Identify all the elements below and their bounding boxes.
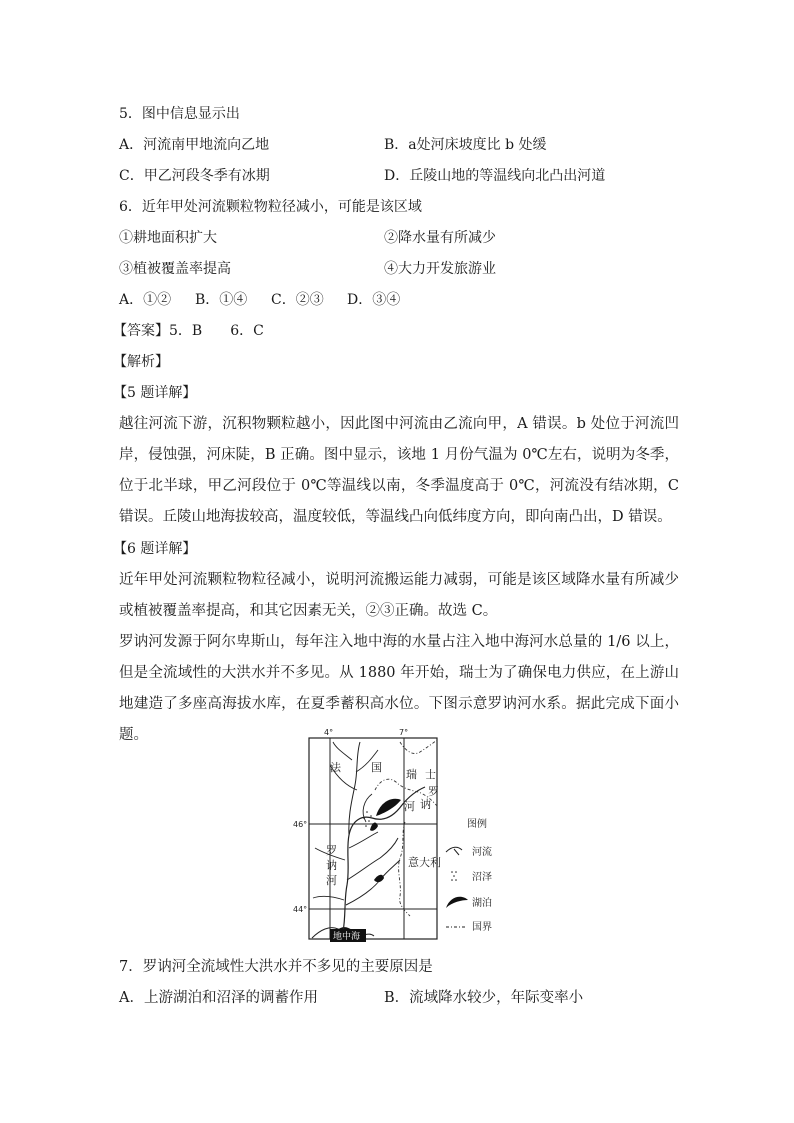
q5-option-b: B．a处河床坡度比 b 处缓	[384, 137, 547, 153]
detail-6-heading: 【6 题详解】	[113, 541, 197, 557]
label-france-2: 国	[371, 761, 382, 774]
analysis-heading: 【解析】	[113, 354, 169, 370]
tributary-east	[349, 832, 378, 848]
detail-5-heading: 【5 题详解】	[113, 385, 197, 401]
legend-lake-symbol	[446, 897, 468, 908]
label-rhone-main-1: 罗	[326, 844, 337, 857]
q6-statement-3: ③植被覆盖率提高	[119, 261, 231, 277]
q7-stem: 7．罗讷河全流域性大洪水并不多见的主要原因是	[119, 959, 433, 975]
q6-statement-2: ②降水量有所减少	[384, 230, 496, 246]
q6-option-c: C．②③	[271, 292, 324, 308]
q6-statement-4: ④大力开发旅游业	[384, 261, 496, 277]
q5-option-c: C．甲乙河段冬季有冰期	[119, 168, 270, 184]
q6-option-b: B．①④	[195, 292, 248, 308]
q7-option-a: A．上游湖泊和沼泽的调蓄作用	[119, 990, 318, 1006]
legend-border-label: 国界	[472, 922, 492, 933]
durance-river	[346, 860, 400, 905]
tributary-west-4	[313, 896, 344, 900]
lake-geneva	[376, 799, 401, 816]
border-france-swiss-north	[400, 740, 437, 754]
q7-option-b: B．流域降水较少，年际变率小	[384, 990, 584, 1006]
q5-stem: 5．图中信息显示出	[119, 106, 240, 122]
legend-river-symbol	[446, 847, 462, 855]
label-swiss-1: 瑞	[406, 768, 417, 781]
lat-bottom-label: 44°	[293, 905, 308, 914]
label-rhone-main-3: 河	[326, 874, 337, 887]
answer-line: 【答案】5．B 6．C	[113, 323, 264, 339]
intro-text: 罗讷河发源于阿尔卑斯山，每年注入地中海的水量占注入地中海河水总量的 1/6 以上，但是全流域性的大洪水并不多见。从 1880 年开始，瑞士为了确保电力供应，在上游山地建造了多座高海拔水库，在夏季蓄积高水位。下图示意罗讷河水系。据此完成下面小题。	[119, 634, 679, 743]
legend-title: 图例	[467, 819, 487, 830]
q6-option-a: A．①②	[119, 292, 172, 308]
label-rhone-upper-2: 罗	[428, 785, 439, 798]
label-rhone-upper-3: 讷	[420, 798, 431, 811]
legend-lake-label: 湖泊	[472, 898, 492, 909]
detail-6-text: 近年甲处河流颗粒物粒径减小，说明河流搬运能力减弱，可能是该区域降水量有所减少或植被覆盖率提高，和其它因素无关，②③正确。故选 C。	[119, 572, 679, 619]
legend-river-label: 河流	[472, 847, 492, 858]
detail-5-text: 越往河流下游，沉积物颗粒越小，因此图中河流由乙流向甲，A 错误。b 处位于河流凹岸，侵蚀强，河床陡，B 正确。图中显示，该地 1 月份气温为 0℃左右，说明为冬季，位于北半球，甲乙河段位于 0℃等温线以南，冬季温度高于 0℃，河流没有结冰期，C 错误。丘陵山地海拔较高，温度较低，等温线凸向低纬度方向，即向南凸出，D 错误。	[119, 416, 679, 525]
q5-option-d: D．丘陵山地的等温线向北凸出河道	[384, 168, 606, 184]
label-mediterranean: 地中海	[333, 932, 361, 942]
label-rhone-main-2: 讷	[326, 859, 337, 872]
label-rhone-upper-1: 河	[404, 800, 415, 813]
tributary-west-2	[333, 742, 352, 760]
lake-serre-poncon	[374, 875, 384, 882]
q6-option-d: D．③④	[347, 292, 401, 308]
q6-statement-1: ①耕地面积扩大	[119, 230, 217, 246]
q5-option-a: A．河流南甲地流向乙地	[119, 137, 270, 153]
label-swiss-2: 士	[425, 768, 436, 781]
label-italy: 意大利	[408, 856, 441, 869]
lon-left-label: 4°	[324, 728, 334, 737]
label-france-1: 法	[330, 761, 341, 774]
legend-marsh-symbol	[451, 871, 457, 881]
legend-marsh-label: 沼泽	[472, 872, 492, 883]
q6-stem: 6．近年甲处河流颗粒物粒径减小，可能是该区域	[119, 199, 422, 215]
lon-right-label: 7°	[399, 728, 409, 737]
lat-top-label: 46°	[293, 820, 308, 829]
isere-river	[347, 838, 398, 880]
